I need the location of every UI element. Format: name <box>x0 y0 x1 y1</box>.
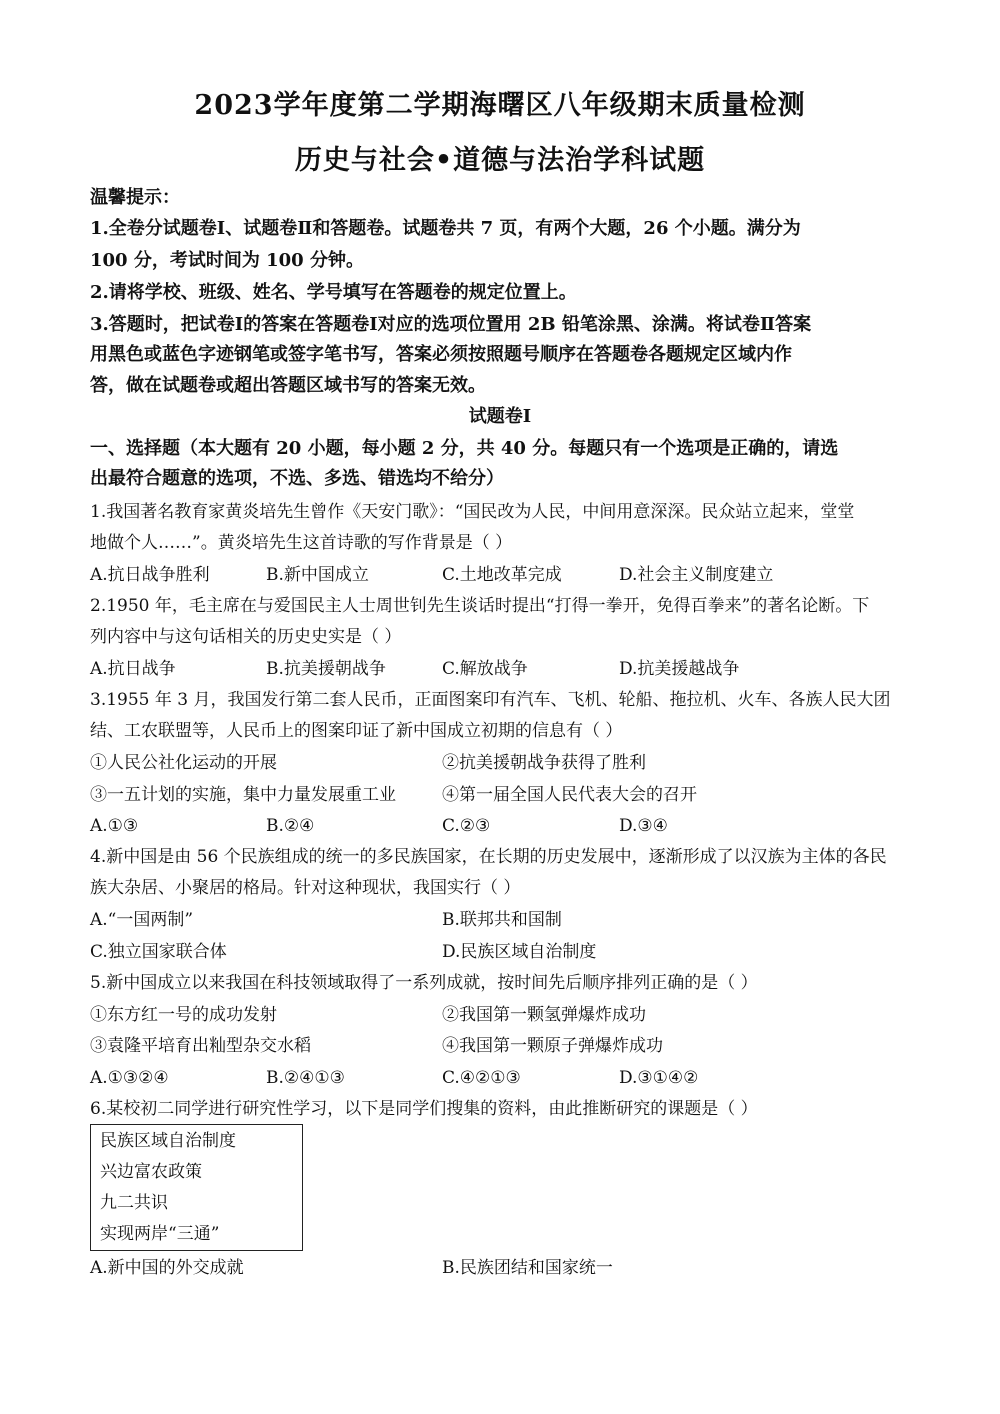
material-box <box>90 1124 303 1251</box>
notice-label: 温馨提示： <box>90 187 180 208</box>
option-c: C.②③ <box>442 816 491 836</box>
option-d: D.③①④② <box>619 1068 699 1088</box>
option-c: C.解放战争 <box>442 659 528 679</box>
question-stem: 6.某校初二同学进行研究性学习，以下是同学们搜集的资料，由此推断研究的课题是（ ） <box>90 1099 758 1119</box>
notice-line: 答，做在试题卷或超出答题区域书写的答案无效。 <box>90 375 486 396</box>
option-b: B.民族团结和国家统一 <box>442 1258 613 1278</box>
option-c: C.④②①③ <box>442 1068 521 1088</box>
material-item: 实现两岸“三通” <box>100 1224 220 1244</box>
notice-line: 1.全卷分试题卷Ⅰ、试题卷Ⅱ和答题卷。试题卷共 7 页，有两个大题，26 个小题。满分为 <box>90 218 801 239</box>
statement-item: ③一五计划的实施，集中力量发展重工业 <box>90 785 396 805</box>
option-b: B.联邦共和国制 <box>442 910 562 930</box>
notice-line: 2.请将学校、班级、姓名、学号填写在答题卷的规定位置上。 <box>90 282 577 303</box>
option-d: D.③④ <box>619 816 668 836</box>
notice-line: 3.答题时，把试卷Ⅰ的答案在答题卷Ⅰ对应的选项位置用 2B 铅笔涂黑、涂满。将试卷Ⅱ答案 <box>90 314 812 335</box>
option-a: A.抗日战争 <box>90 659 176 679</box>
option-c: C.独立国家联合体 <box>90 942 227 962</box>
paper-label: 试题卷Ⅰ <box>468 406 532 427</box>
statement-item: ②我国第一颗氢弹爆炸成功 <box>442 1005 646 1025</box>
statement-item: ③袁隆平培育出籼型杂交水稻 <box>90 1036 311 1056</box>
material-item: 九二共识 <box>100 1193 168 1213</box>
option-a: A.①③ <box>90 816 139 836</box>
question-stem: 族大杂居、小聚居的格局。针对这种现状，我国实行（ ） <box>90 878 521 898</box>
statement-item: ①东方红一号的成功发射 <box>90 1005 277 1025</box>
notice-line: 用黑色或蓝色字迹钢笔或签字笔书写，答案必须按照题号顺序在答题卷各题规定区域内作 <box>90 344 792 365</box>
notice-line: 100 分，考试时间为 100 分钟。 <box>90 250 364 271</box>
option-a: A.①③②④ <box>90 1068 169 1088</box>
question-stem: 5.新中国成立以来我国在科技领域取得了一系列成就，按时间先后顺序排列正确的是（ ） <box>90 973 758 993</box>
material-item: 兴边富农政策 <box>100 1162 202 1182</box>
section-instruction: 出最符合题意的选项，不选、多选、错选均不给分） <box>90 468 504 489</box>
option-a: A.“一国两制” <box>90 910 194 930</box>
option-d: D.民族区域自治制度 <box>442 942 597 962</box>
question-stem: 地做个人……”。黄炎培先生这首诗歌的写作背景是（ ） <box>90 533 513 553</box>
option-b: B.②④ <box>266 816 315 836</box>
question-stem: 列内容中与这句话相关的历史史实是（ ） <box>90 627 402 647</box>
statement-item: ④我国第一颗原子弹爆炸成功 <box>442 1036 663 1056</box>
exam-subtitle: 历史与社会•道德与法治学科试题 <box>294 145 706 176</box>
option-a: A.抗日战争胜利 <box>90 565 210 585</box>
material-item: 民族区域自治制度 <box>100 1131 236 1151</box>
option-b: B.抗美援朝战争 <box>266 659 386 679</box>
question-stem: 4.新中国是由 56 个民族组成的统一的多民族国家，在长期的历史发展中，逐渐形成了以汉族为主体的各民 <box>90 847 887 867</box>
option-c: C.土地改革完成 <box>442 565 562 585</box>
option-a: A.新中国的外交成就 <box>90 1258 244 1278</box>
question-stem: 1.我国著名教育家黄炎培先生曾作《天安门歌》：“国民改为人民，中间用意深深。民众站立起来，堂堂 <box>90 502 855 522</box>
option-b: B.新中国成立 <box>266 565 369 585</box>
question-stem: 结、工农联盟等，人民币上的图案印证了新中国成立初期的信息有（ ） <box>90 721 623 741</box>
option-d: D.抗美援越战争 <box>619 659 740 679</box>
option-b: B.②④①③ <box>266 1068 345 1088</box>
statement-item: ②抗美援朝战争获得了胜利 <box>442 753 646 773</box>
question-stem: 3.1955 年 3 月，我国发行第二套人民币，正面图案印有汽车、飞机、轮船、拖拉机、火车、各族人民大团 <box>90 690 891 710</box>
option-d: D.社会主义制度建立 <box>619 565 774 585</box>
section-instruction: 一、选择题（本大题有 20 小题，每小题 2 分，共 40 分。每题只有一个选项是正确的，请选 <box>90 438 839 459</box>
exam-title: 2023学年度第二学期海曙区八年级期末质量检测 <box>194 90 806 121</box>
statement-item: ④第一届全国人民代表大会的召开 <box>442 785 697 805</box>
statement-item: ①人民公社化运动的开展 <box>90 753 277 773</box>
question-stem: 2.1950 年，毛主席在与爱国民主人士周世钊先生谈话时提出“打得一拳开，免得百拳来”的著名论断。下 <box>90 596 870 616</box>
